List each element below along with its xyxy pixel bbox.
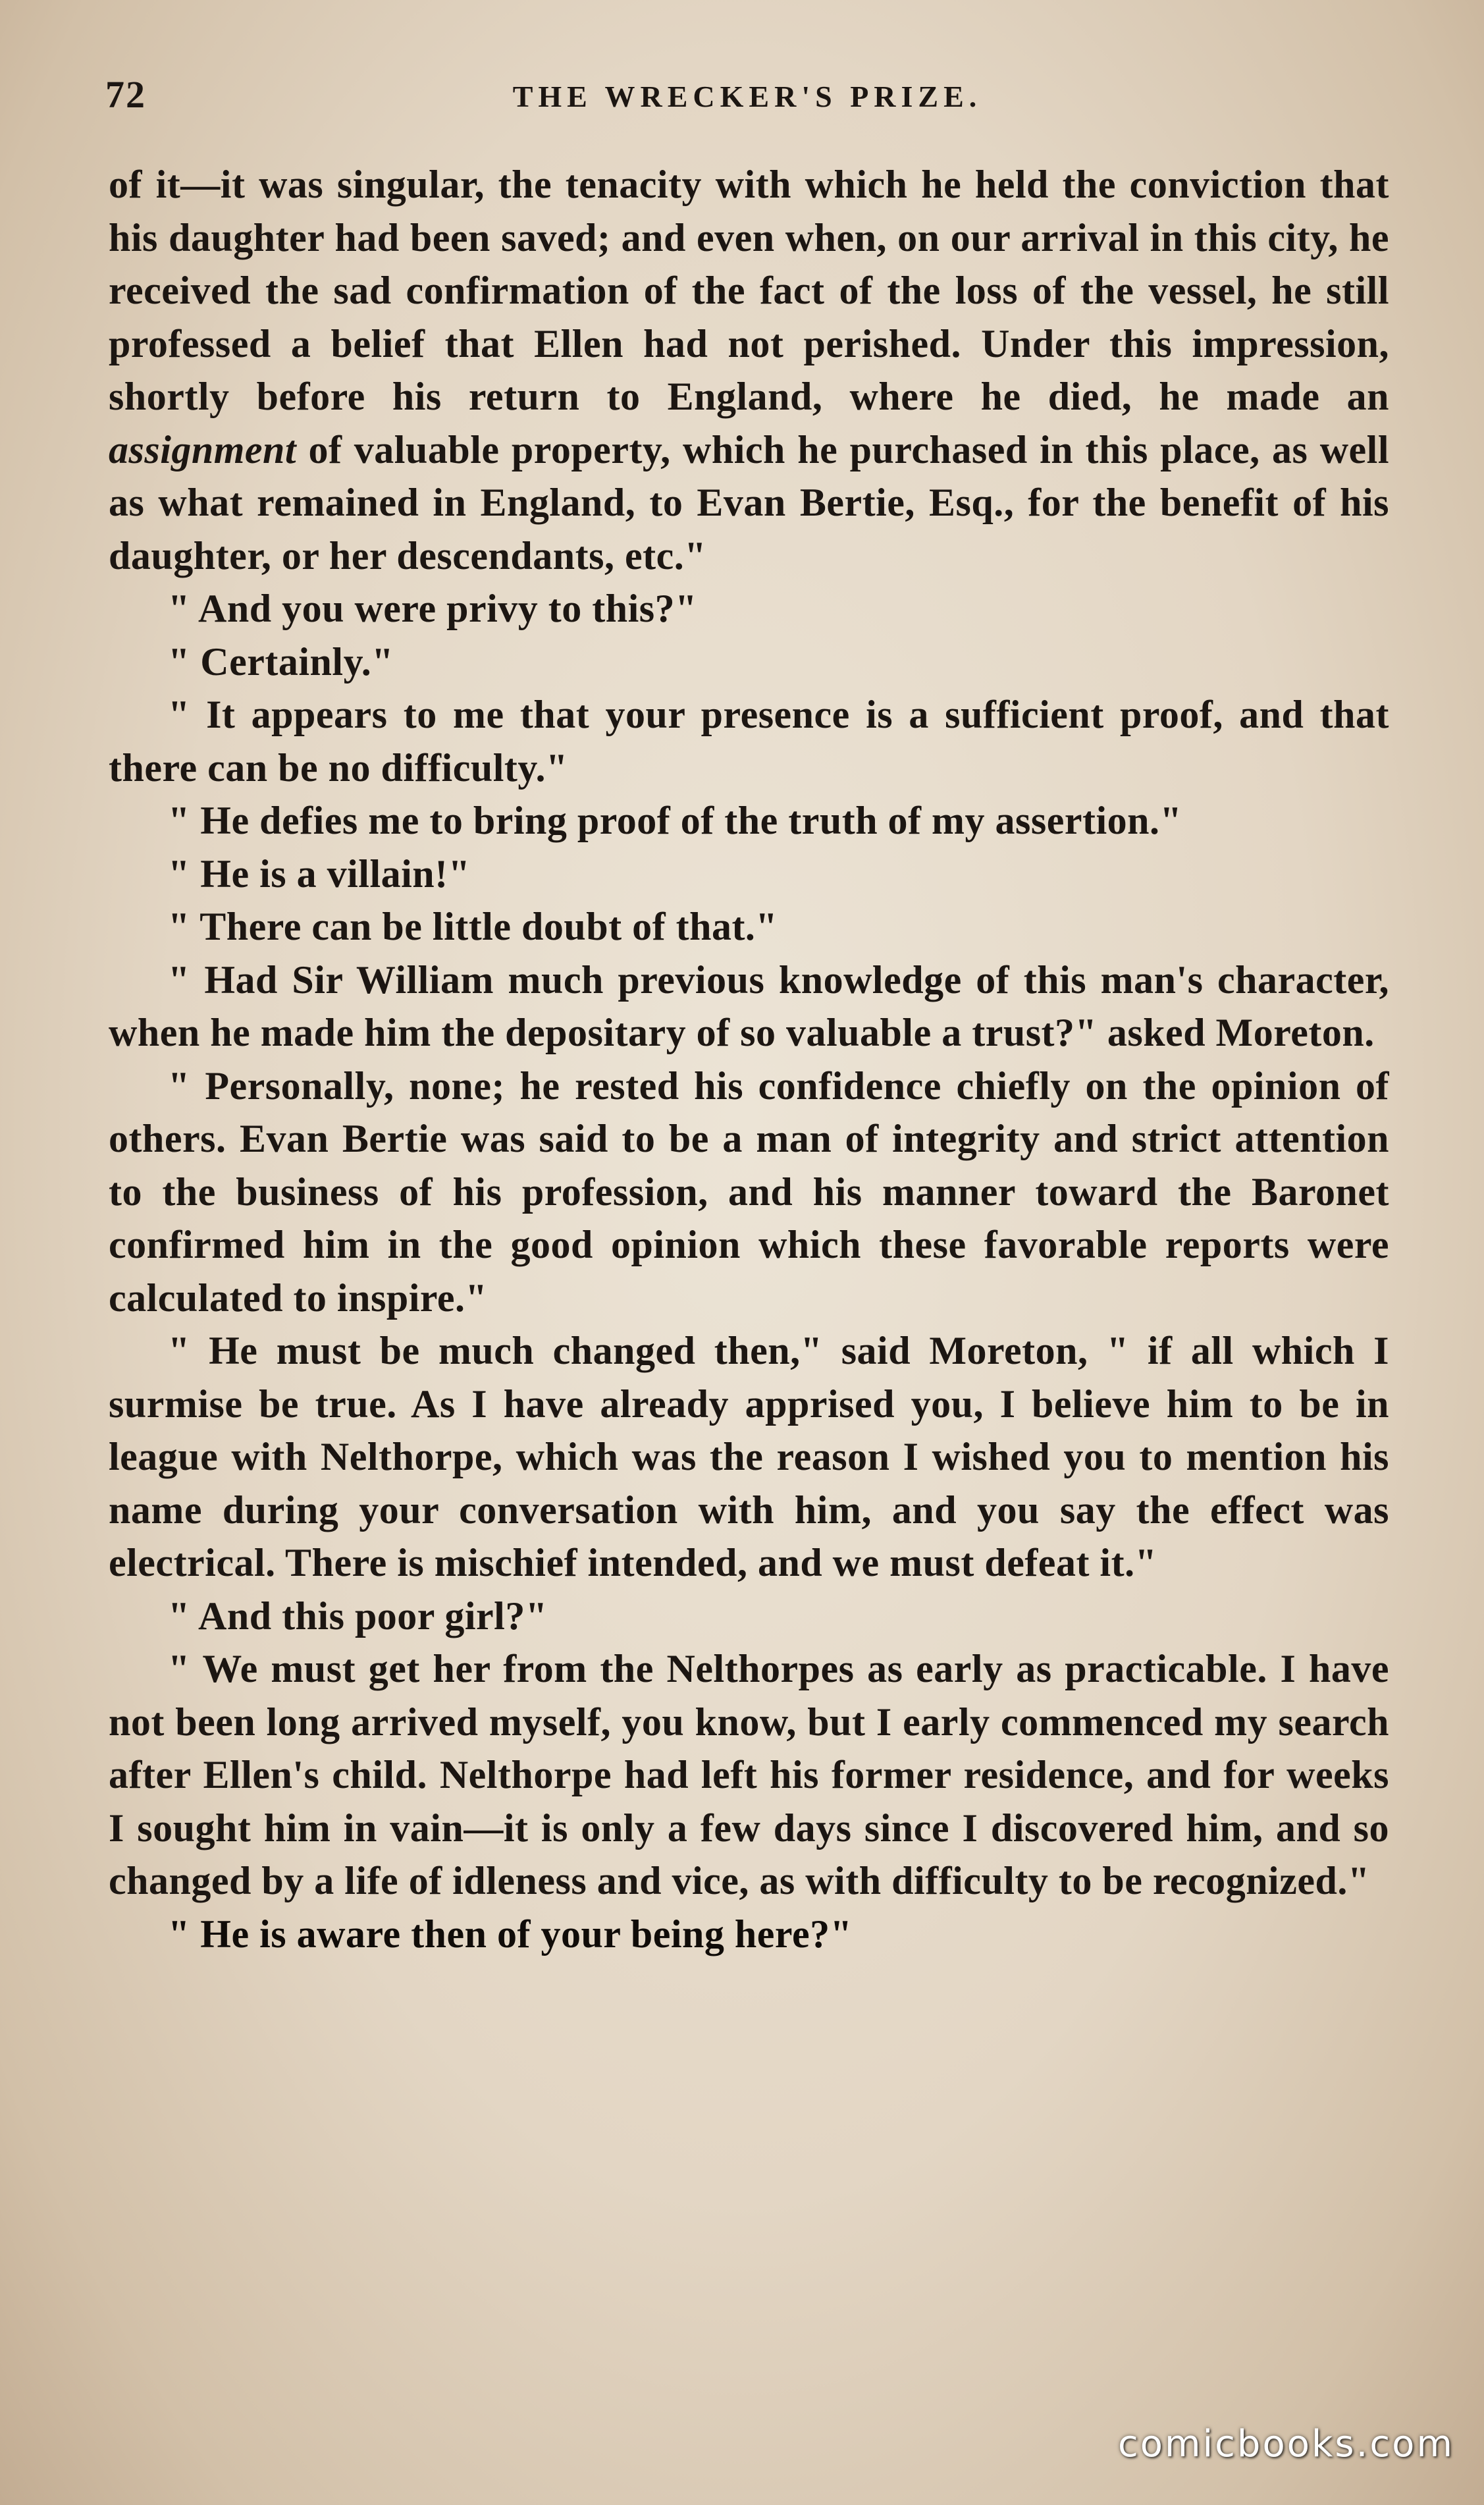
paragraph: " There can be little doubt of that." — [168, 905, 778, 948]
watermark: comicbooks.com — [1117, 2423, 1454, 2465]
paragraph: " And this poor girl?" — [168, 1594, 548, 1638]
paragraph: " And you were privy to this?" — [168, 587, 697, 630]
paragraph: " He defies me to bring proof of the truth of my assertion." — [168, 799, 1182, 842]
paragraph: " It appears to me that your presence is a sufficient proof, and that there can be no difficulty." — [109, 693, 1389, 790]
emphasis-word: assignment — [109, 427, 297, 471]
paragraph-text: of valuable property, which he purchased in this place, as well as what remained in England, to Evan Bertie, Esq., for the benefit of his daughter, or her descendants, etc." — [109, 427, 1389, 578]
paragraph-text: of it—it was singular, the tenacity with which he held the conviction that his daughter had been saved; and even when, on our arrival in this city, he received the sad confirmation of the fact of the loss of the vessel, he still professed a belief that Ellen had not perished. Under this impression, shortly before his return to England, where he died, he made an — [109, 163, 1389, 418]
paragraph: " Certainly." — [168, 639, 394, 684]
running-title: THE WRECKER'S PRIZE. — [512, 80, 982, 113]
paragraph: " We must get her from the Nelthorpes as early as practicable. I have not been long arrived myself, you know, but I early commenced my search after Ellen's child. Nelthorpe had left his former residence, and for weeks I sought him in vain—it is only a few days since I discovered him, and so changed by a life of idleness and vice, as with difficulty to be recognized." — [109, 1647, 1389, 1902]
paragraph: " He is a villain!" — [168, 851, 471, 896]
running-head — [105, 72, 1389, 125]
page-number: 72 — [105, 73, 146, 116]
paragraph: " He is aware then of your being here?" — [168, 1912, 853, 1956]
paragraph: " Had Sir William much previous knowledge of this man's character, when he made him the depositary of so valuable a trust?" asked Moreton. — [109, 957, 1389, 1054]
paragraph-continuation — [109, 158, 1389, 582]
body-text — [109, 158, 1389, 1960]
paragraph: " Personally, none; he rested his confidence chiefly on the opinion of others. Evan Bertie was said to be a man of integrity and strict attention to the business of his profession, and his manner toward the Baronet confirmed him in the good opinion which these favorable reports were calculated to inspire." — [109, 1064, 1389, 1320]
paragraph: " He must be much changed then," said Moreton, " if all which I surmise be true. As I have already apprised you, I believe him to be in league with Nelthorpe, which was the reason I wished you to mention his name during your conversation with him, and you say the effect was electrical. There is mischief intended, and we must defeat it." — [109, 1329, 1389, 1584]
